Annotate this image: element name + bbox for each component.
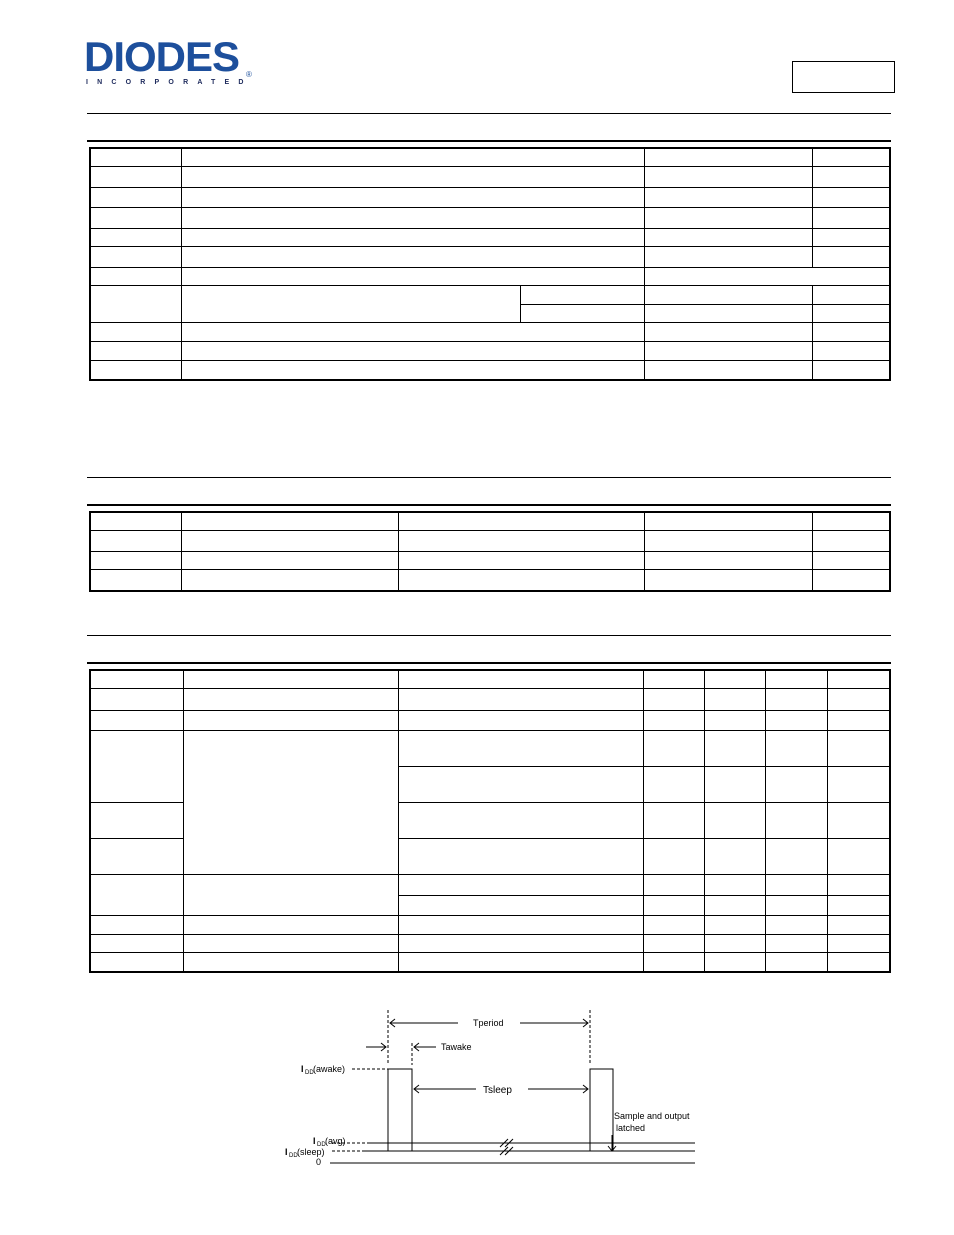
table-row bbox=[91, 286, 890, 305]
table-row bbox=[91, 935, 890, 953]
table-row bbox=[91, 731, 890, 767]
table-row bbox=[91, 689, 890, 711]
table-row bbox=[91, 875, 890, 896]
table-row bbox=[91, 268, 890, 286]
table-row bbox=[91, 247, 890, 268]
idd-avg-sub: DD bbox=[317, 1142, 326, 1148]
zero-label: 0 bbox=[316, 1157, 322, 1167]
note-line-2: latched bbox=[616, 1123, 646, 1133]
table-row bbox=[91, 208, 890, 229]
idd-timing-diagram bbox=[280, 1005, 710, 1180]
absolute-ratings-table bbox=[90, 148, 890, 380]
table-row bbox=[91, 167, 890, 188]
table-row bbox=[91, 149, 890, 167]
table-row bbox=[91, 513, 890, 531]
table-row bbox=[91, 552, 890, 570]
table-row bbox=[91, 188, 890, 208]
section-rule-top-3 bbox=[87, 635, 891, 636]
section-rule-bottom-3 bbox=[87, 662, 891, 664]
diodes-logo: DIODES bbox=[84, 33, 240, 80]
idd-sleep-label: (sleep) bbox=[297, 1147, 325, 1157]
table-row bbox=[91, 671, 890, 689]
idd-avg-prefix: I bbox=[313, 1136, 316, 1146]
tsleep-label: Tsleep bbox=[483, 1085, 512, 1096]
idd-sleep-prefix: I bbox=[285, 1147, 288, 1157]
table-row bbox=[91, 323, 890, 342]
idd-awake-prefix: I bbox=[301, 1064, 304, 1074]
registered-mark: ® bbox=[246, 70, 252, 79]
operating-conditions-table bbox=[90, 512, 890, 591]
electrical-characteristics-table bbox=[90, 670, 890, 972]
note-line-1: Sample and output bbox=[614, 1111, 690, 1121]
tawake-label: Tawake bbox=[441, 1042, 472, 1052]
table-row bbox=[91, 342, 890, 361]
table-row bbox=[91, 570, 890, 591]
table-row bbox=[91, 229, 890, 247]
idd-sleep-sub: DD bbox=[289, 1153, 298, 1159]
tperiod-label: Tperiod bbox=[473, 1018, 504, 1028]
table-row bbox=[91, 531, 890, 552]
idd-avg-label: (avg) bbox=[325, 1136, 346, 1146]
table-row bbox=[91, 711, 890, 731]
part-number-box bbox=[792, 61, 895, 93]
idd-awake-label: (awake) bbox=[313, 1064, 346, 1074]
logo-subtitle: INCORPORATED bbox=[86, 79, 253, 86]
table-row bbox=[91, 953, 890, 972]
table-row bbox=[91, 916, 890, 935]
table-row bbox=[91, 361, 890, 380]
section-rule-bottom-2 bbox=[87, 504, 891, 506]
section-rule-top-2 bbox=[87, 477, 891, 478]
section-rule-bottom-1 bbox=[87, 140, 891, 142]
section-rule-top-1 bbox=[87, 113, 891, 114]
idd-awake-sub: DD bbox=[305, 1070, 314, 1076]
